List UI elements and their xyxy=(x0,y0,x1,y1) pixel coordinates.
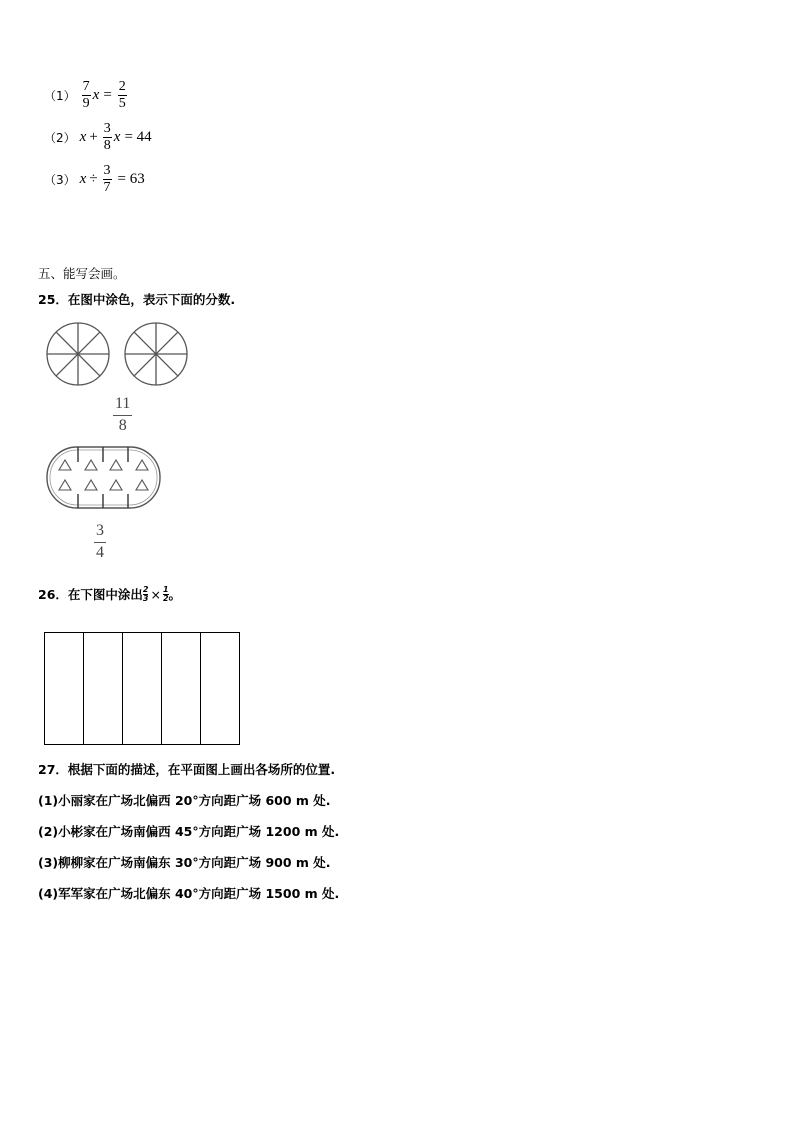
equals-value: = 63 xyxy=(117,171,145,187)
equation-1 xyxy=(44,80,129,111)
fraction xyxy=(143,586,149,603)
equation-number: （3） xyxy=(44,173,76,187)
circle-2[interactable] xyxy=(125,323,187,385)
numerator: 3 xyxy=(94,523,106,543)
list-item: (3)柳柳家在广场南偏东 30°方向距广场 900 m 处. xyxy=(38,855,331,870)
variable: x xyxy=(113,129,121,145)
list-item: (1)小丽家在广场北偏西 20°方向距广场 600 m 处. xyxy=(38,793,331,808)
denominator: 9 xyxy=(82,96,90,111)
fraction-three-quarters xyxy=(94,523,106,562)
question-text: 26．在下图中涂出 xyxy=(38,587,143,602)
triangles-figure[interactable] xyxy=(44,444,164,510)
numerator: 3 xyxy=(103,121,111,136)
numerator: 2 xyxy=(142,584,149,594)
equals-sign: = xyxy=(103,87,112,103)
equation-3 xyxy=(44,164,145,195)
divider-lines xyxy=(78,447,128,508)
section-title: 五、能写会画。 xyxy=(38,266,126,281)
variable: x xyxy=(79,129,87,145)
fraction xyxy=(118,80,127,111)
fraction xyxy=(82,80,91,111)
numerator: 1 xyxy=(162,584,169,594)
question-26-title xyxy=(38,585,181,603)
times-sign: × xyxy=(150,586,161,602)
equation-number: （2） xyxy=(44,131,76,145)
fraction xyxy=(103,122,112,153)
denominator: 2 xyxy=(162,593,169,603)
triangle-icons xyxy=(59,460,148,490)
equation-2 xyxy=(44,122,152,153)
list-item: (2)小彬家在广场南偏西 45°方向距广场 1200 m 处. xyxy=(38,824,340,839)
plus-sign: + xyxy=(89,129,98,145)
denominator: 8 xyxy=(118,416,127,434)
denominator: 4 xyxy=(96,543,104,561)
circle-1[interactable] xyxy=(47,323,109,385)
grid-outline xyxy=(45,633,240,745)
question-suffix: 。 xyxy=(168,587,182,602)
question-25-title: 25．在图中涂色，表示下面的分数. xyxy=(38,292,236,307)
equals-value: = 44 xyxy=(124,129,152,145)
denominator: 5 xyxy=(118,96,126,111)
denominator: 7 xyxy=(103,180,111,195)
variable: x xyxy=(92,87,100,103)
numerator: 3 xyxy=(103,163,111,178)
divide-sign: ÷ xyxy=(89,171,98,187)
fraction xyxy=(103,164,112,195)
denominator: 8 xyxy=(103,138,111,153)
numerator: 11 xyxy=(113,396,132,416)
numerator: 2 xyxy=(118,79,126,94)
grid-columns xyxy=(84,633,201,745)
numerator: 7 xyxy=(82,79,90,94)
circles-figure xyxy=(40,320,200,390)
question-27-title: 27．根据下面的描述，在平面图上画出各场所的位置. xyxy=(38,762,336,777)
denominator: 3 xyxy=(142,593,149,603)
equation-number: （1） xyxy=(44,89,76,103)
variable: x xyxy=(79,171,87,187)
list-item: (4)军军家在广场北偏东 40°方向距广场 1500 m 处. xyxy=(38,886,340,901)
rectangle-grid[interactable] xyxy=(44,632,241,746)
fraction-eleven-eighths xyxy=(113,396,132,435)
